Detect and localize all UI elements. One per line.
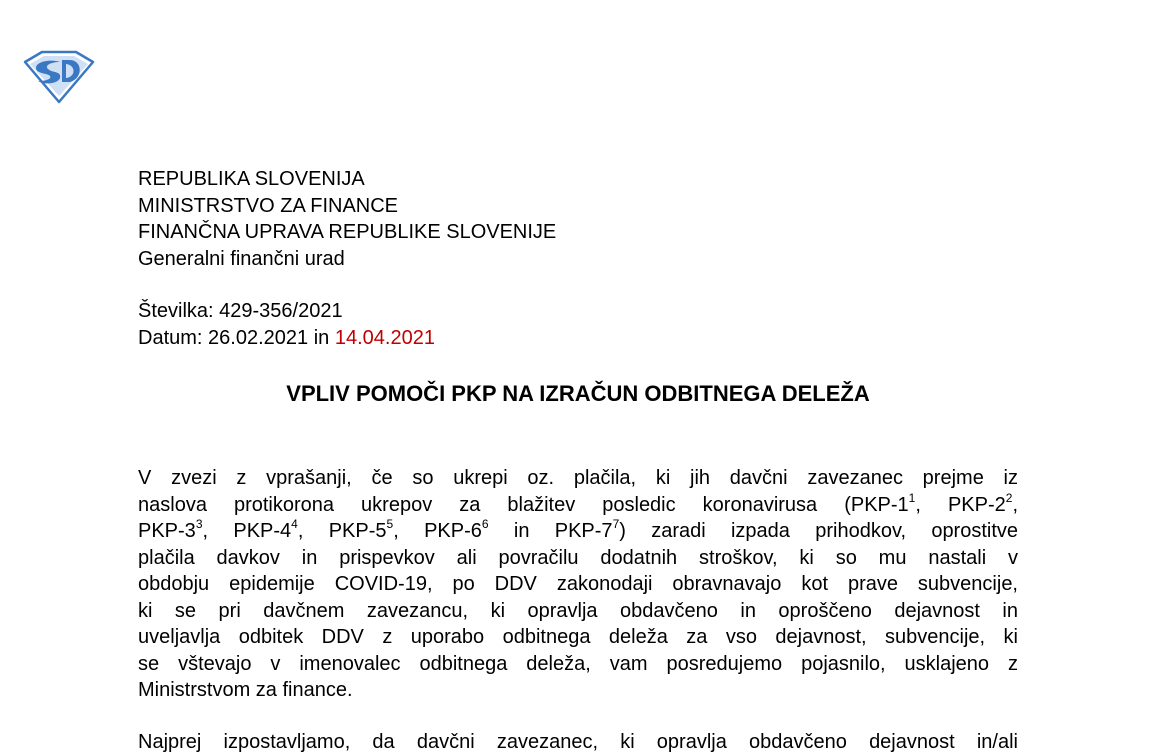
paragraph-line: Ministrstvom za finance. — [138, 679, 353, 701]
footnote-ref[interactable]: 3 — [195, 517, 203, 532]
date-connector: in — [313, 326, 330, 349]
paragraph — [138, 465, 1018, 704]
header-line-ministry: MINISTRSTVO ZA FINANCE — [138, 194, 399, 217]
number-value: 429-356/2021 — [219, 300, 343, 322]
paragraph-line: V zvezi z vprašanji, če so ukrepi oz. plačila, ki jih davčni zavezanec prejme iz — [138, 467, 1018, 489]
paragraph-line: PKP-$3^3$, PKP-$4^4$, PKP-$5^5$, PKP-$6^6$ in PKP-$7^7$) zaradi izpada prihodkov, oprostitve — [138, 517, 1019, 542]
date-revised: 14.04.2021 — [334, 326, 435, 349]
institution-header — [138, 166, 556, 272]
footnote-ref[interactable]: 4 — [291, 517, 298, 532]
fu-logo-icon — [22, 48, 96, 104]
header-line-republic: REPUBLIKA SLOVENIJA — [138, 168, 365, 190]
paragraph-line: plačila davkov in prispevkov ali povračilu dodatnih stroškov, ki so mu nastali v — [138, 546, 1018, 569]
footnote-ref[interactable]: 6 — [481, 517, 489, 532]
date-label: Datum: — [138, 326, 203, 349]
number-label: Številka: — [138, 300, 214, 322]
header-line-fu: FINANČNA UPRAVA REPUBLIKE SLOVENIJE — [138, 221, 557, 243]
next-paragraph-line: Najprej izpostavljamo, da davčni zavezanec, ki opravlja obdavčeno dejavnost in/ali — [138, 731, 1018, 753]
document-number — [138, 298, 435, 325]
document-date — [138, 325, 435, 352]
footnote-ref[interactable]: 2 — [1005, 490, 1013, 505]
paragraph-line: ki se pri davčnem zavezancu, ki opravlja obdavčeno in oproščeno dejavnost in — [138, 599, 1018, 622]
paragraph-line: naslova protikorona ukrepov za blažitev posledic koronavirusa ($PKP-1^1$, PKP-$2^2$, — [138, 490, 1019, 516]
footnote-ref[interactable]: 7 — [612, 517, 620, 532]
paragraph-line: se vštevajo v imenovalec odbitnega deleža, vam posredujemo pojasnilo, usklajeno z — [138, 652, 1018, 675]
document-meta — [138, 298, 435, 351]
date-value: 26.02.2021 — [208, 326, 309, 349]
paragraph-line: uveljavlja odbitek DDV z uporabo odbitnega deleža za vso dejavnost, subvencije, ki — [138, 626, 1018, 648]
paragraph-line: obdobju epidemije COVID-19, po DDV zakonodaji obravnavajo kot prave subvencije, — [138, 573, 1018, 595]
document-title: VPLIV POMOČI PKP NA IZRAČUN ODBITNEGA DELEŽA — [286, 381, 870, 406]
footnote-ref[interactable]: 5 — [386, 517, 394, 532]
header-line-office: Generalni finančni urad — [138, 247, 345, 270]
footnote-ref[interactable]: 1 — [908, 490, 916, 505]
